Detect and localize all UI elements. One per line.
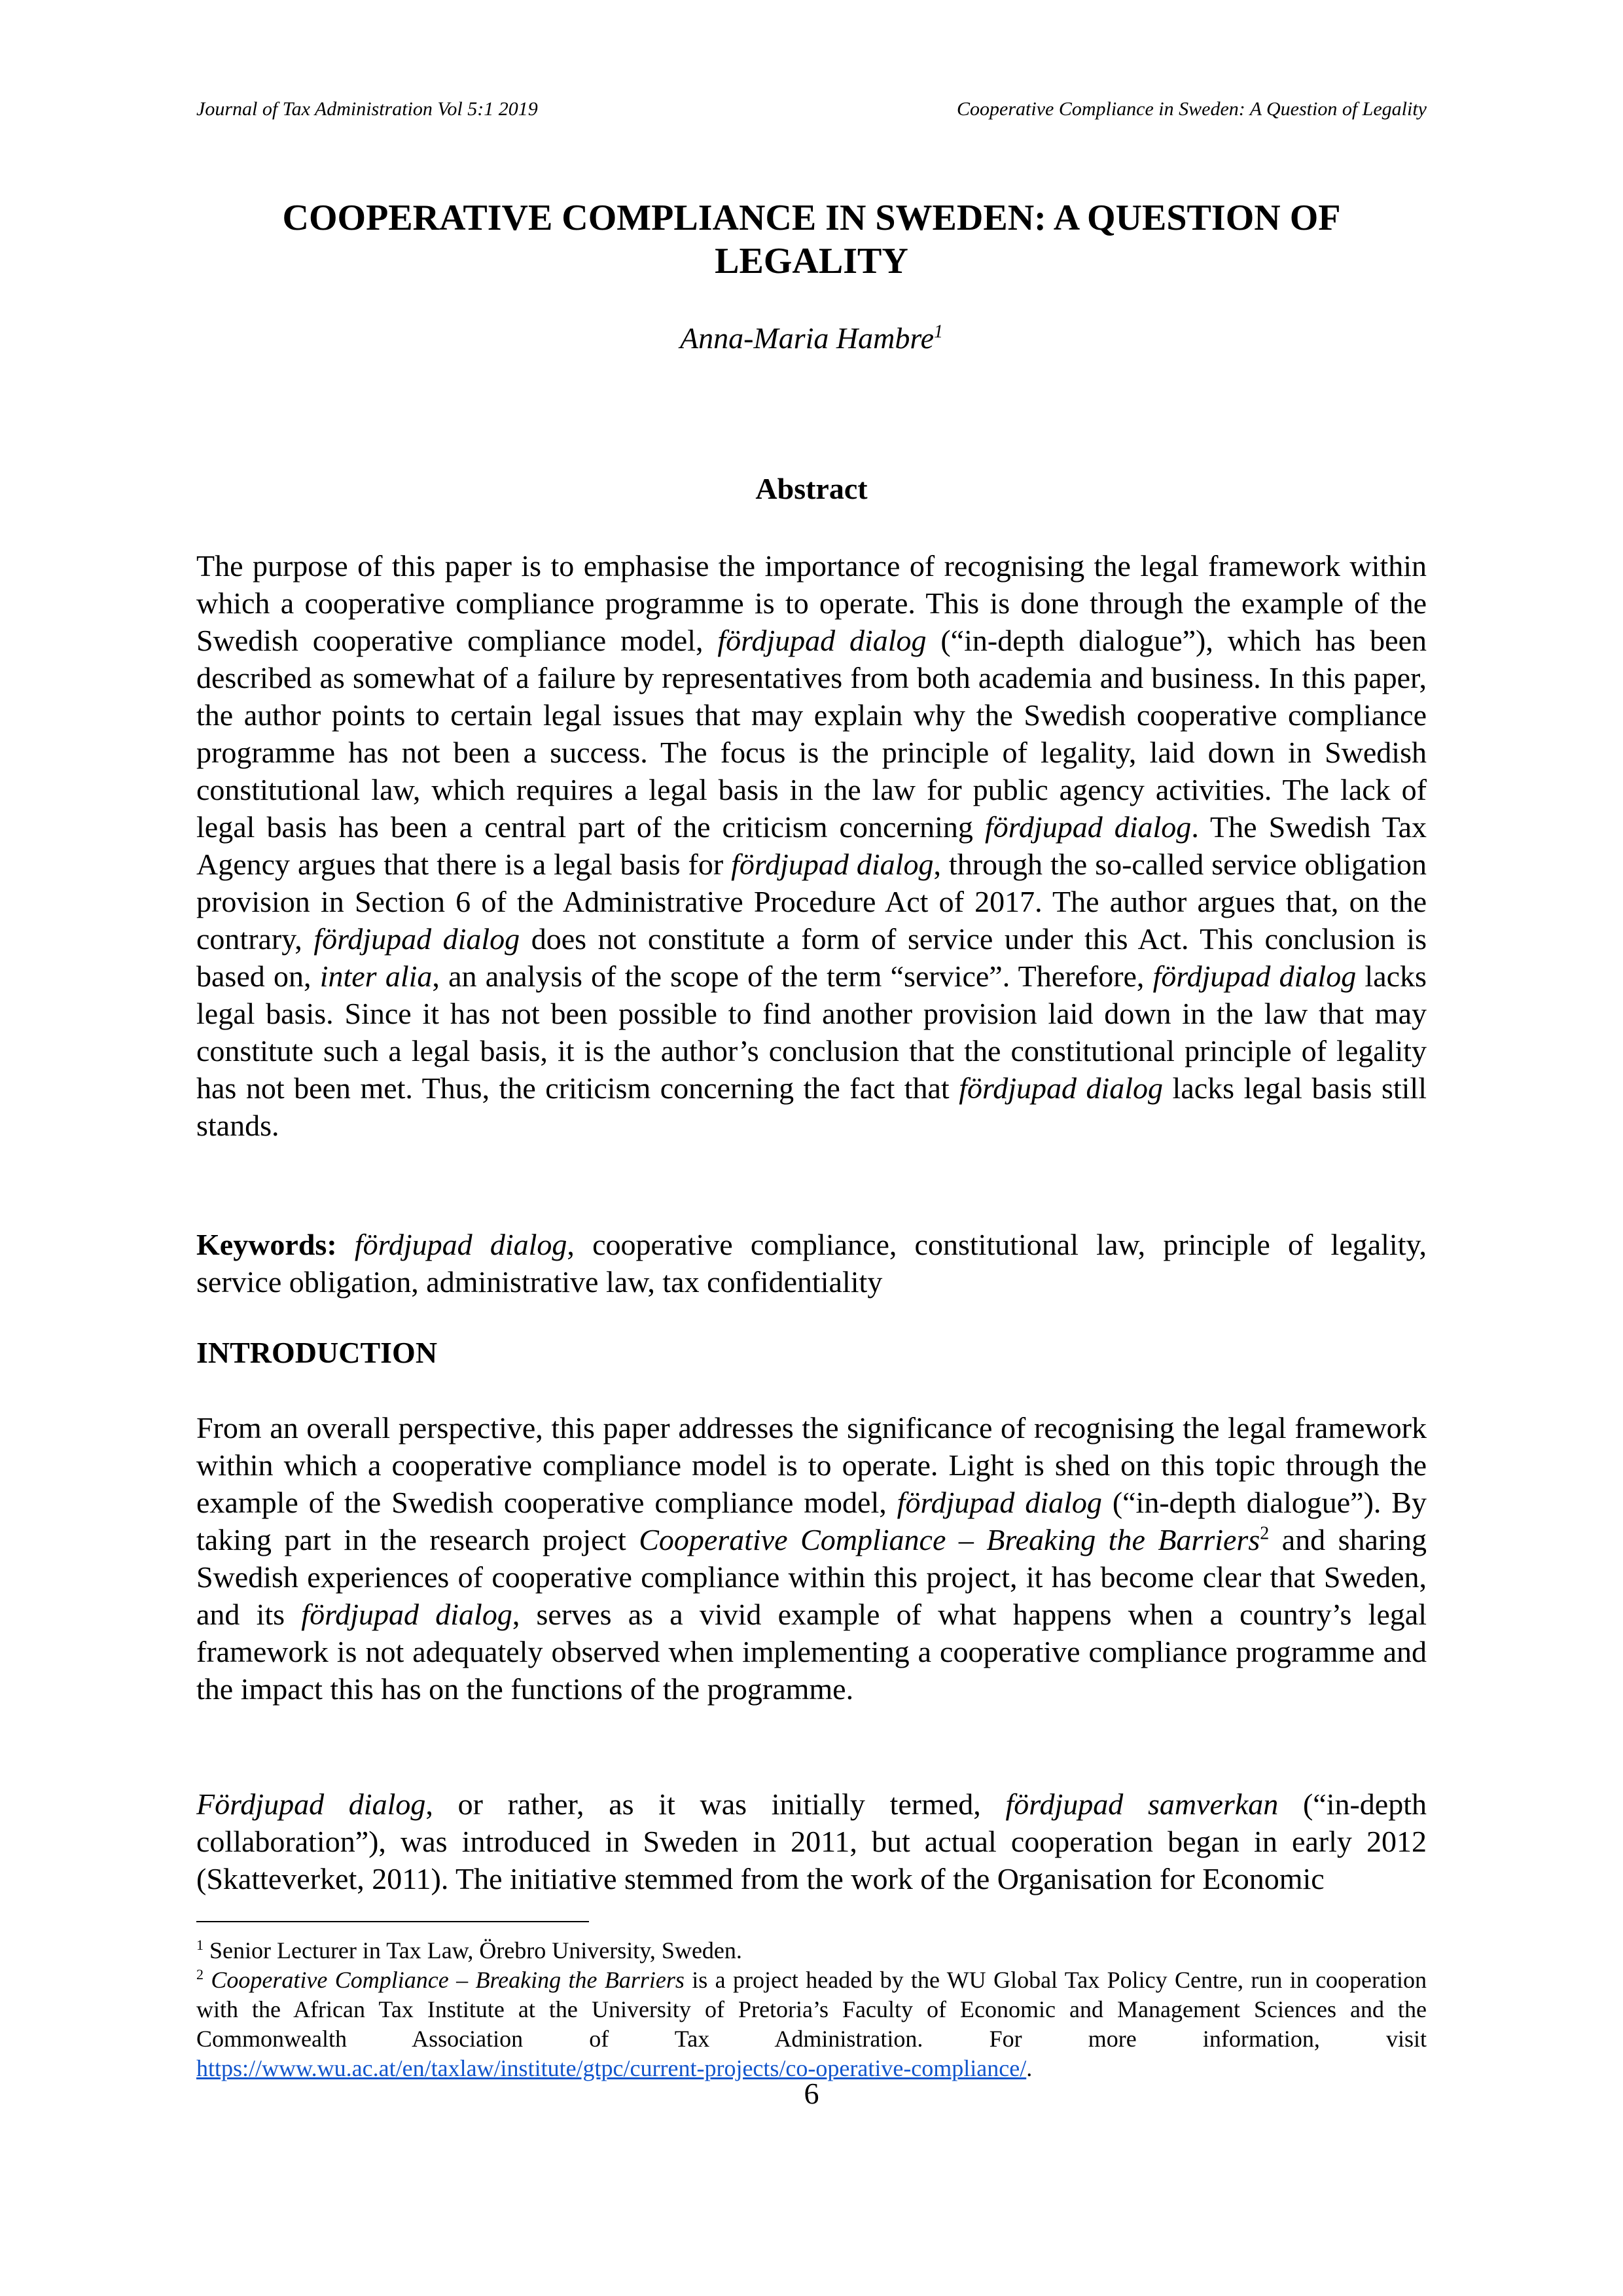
paragraph-segment: , serves as a vivid example of what happens when a country’s legal framework is not adequately observed when implementing a cooperative compliance programme and the impact this has on the functions of the programme. [196,1598,1427,1706]
footnote-2-mark: 2 [196,1966,204,1982]
keywords-term: fördjupad dialog [354,1228,567,1261]
keywords [196,1226,1427,1300]
abstract-segment: does not constitute a form of service under this Act. This conclusion is based on, [196,922,1427,993]
footnote-2-text: is a project headed by the WU Global Tax Policy Centre, run in cooperation with the African Tax Institute at the University of Pretoria’s Faculty of Economic and Management Sciences and the Commonwealth Association of Tax Administration. For more information, visit [196,1967,1427,2052]
paragraph-term: fördjupad dialog [301,1598,512,1631]
introduction-paragraph-2 [196,1785,1427,1897]
footnote-2 [196,1965,1427,2083]
footnote-2-title: Cooperative Compliance – Breaking the Barriers [211,1967,685,1993]
footnote-1-text: Senior Lecturer in Tax Law, Örebro University, Sweden. [204,1937,742,1964]
paragraph-segment: From an overall perspective, this paper addresses the significance of recognising the legal framework within which a cooperative compliance model is to operate. Light is shed on this topic through the example of the Swedish cooperative compliance model, [196,1411,1427,1519]
footnote-1-mark: 1 [196,1937,204,1953]
introduction-heading: INTRODUCTION [196,1336,438,1369]
abstract-text [196,547,1427,1144]
paper-title: COOPERATIVE COMPLIANCE IN SWEDEN: A QUESTION OF LEGALITY [282,198,1341,281]
paragraph-term: fördjupad dialog [897,1486,1102,1519]
running-header [196,98,1427,120]
abstract-term: fördjupad dialog [984,810,1192,844]
project-link[interactable]: https://www.wu.ac.at/en/taxlaw/institute/gtpc/current-projects/co-operative-compliance/ [196,2055,1027,2081]
footnote-divider [196,1921,589,1922]
abstract-segment: . The Swedish Tax Agency argues that there is a legal basis for [196,810,1427,881]
journal-name: Journal of Tax Administration Vol 5:1 2019 [196,98,538,120]
abstract-segment: , through the so-called service obligation provision in Section 6 of the Administrative Procedure Act of 2017. The author argues that, on the contrary, [196,848,1427,956]
footnote-1 [196,1936,1427,1965]
footnotes [196,1936,1427,2083]
author-footnote-mark: 1 [933,321,943,342]
keywords-label: Keywords: [196,1228,337,1261]
author-name: Anna-Maria Hambre [680,321,934,355]
abstract-term: fördjupad dialog [959,1071,1164,1105]
abstract-term: fördjupad dialog [313,922,520,956]
paragraph-term: fördjupad samverkan [1005,1787,1279,1821]
abstract-segment: , an analysis of the scope of the term “service”. Therefore, [432,960,1153,993]
paragraph-segment: and sharing Swedish experiences of cooperative compliance within this project, it has become clear that Sweden, and its [196,1523,1427,1631]
running-title: Cooperative Compliance in Sweden: A Question of Legality [957,98,1427,120]
paragraph-segment: , or rather, as it was initially termed, [425,1787,1006,1821]
abstract-term: inter alia [319,960,433,993]
paragraph-segment: (“in-depth collaboration”), was introduced in Sweden in 2011, but actual cooperation began in early 2012 (Skatteverket, 2011). The initiative stemmed from the work of the Organisation for Economic [196,1787,1427,1895]
paragraph-segment: (“in-depth dialogue”). By taking part in the research project [196,1486,1427,1556]
abstract-term: fördjupad dialog [717,624,927,657]
introduction-paragraph-1 [196,1409,1427,1708]
keywords-rest: , cooperative compliance, constitutional law, principle of legality, service obligation, administrative law, tax confidentiality [196,1228,1427,1299]
footnote-2-end: . [1026,2055,1033,2081]
abstract-segment: lacks legal basis. Since it has not been possible to find another provision laid down in the law that may constitute such a legal basis, it is the author’s conclusion that the constitutional principle of legality has not been met. Thus, the criticism concerning the fact that [196,960,1427,1105]
project-title: Cooperative Compliance – Breaking the Barriers [639,1523,1260,1556]
author-line [196,321,1427,355]
abstract-term: fördjupad dialog [731,848,934,881]
paragraph-term: Fördjupad dialog [196,1787,426,1821]
abstract-term: fördjupad dialog [1152,960,1357,993]
abstract-segment: lacks legal basis still stands. [196,1071,1427,1142]
abstract-segment: The purpose of this paper is to emphasise the importance of recognising the legal framework within which a cooperative compliance programme is to operate. This is done through the example of the Swedish cooperative compliance model, [196,549,1427,657]
footnote-mark: 2 [1260,1523,1270,1544]
abstract-segment: (“in-depth dialogue”), which has been described as somewhat of a failure by representatives from both academia and business. In this paper, the author points to certain legal issues that may explain why the Swedish cooperative compliance programme has not been a success. The focus is the principle of legality, laid down in Swedish constitutional law, which requires a legal basis in the law for public agency activities. The lack of legal basis has been a central part of the criticism concerning [196,624,1427,844]
abstract-heading: Abstract [755,472,868,505]
page-number: 6 [804,2077,819,2110]
